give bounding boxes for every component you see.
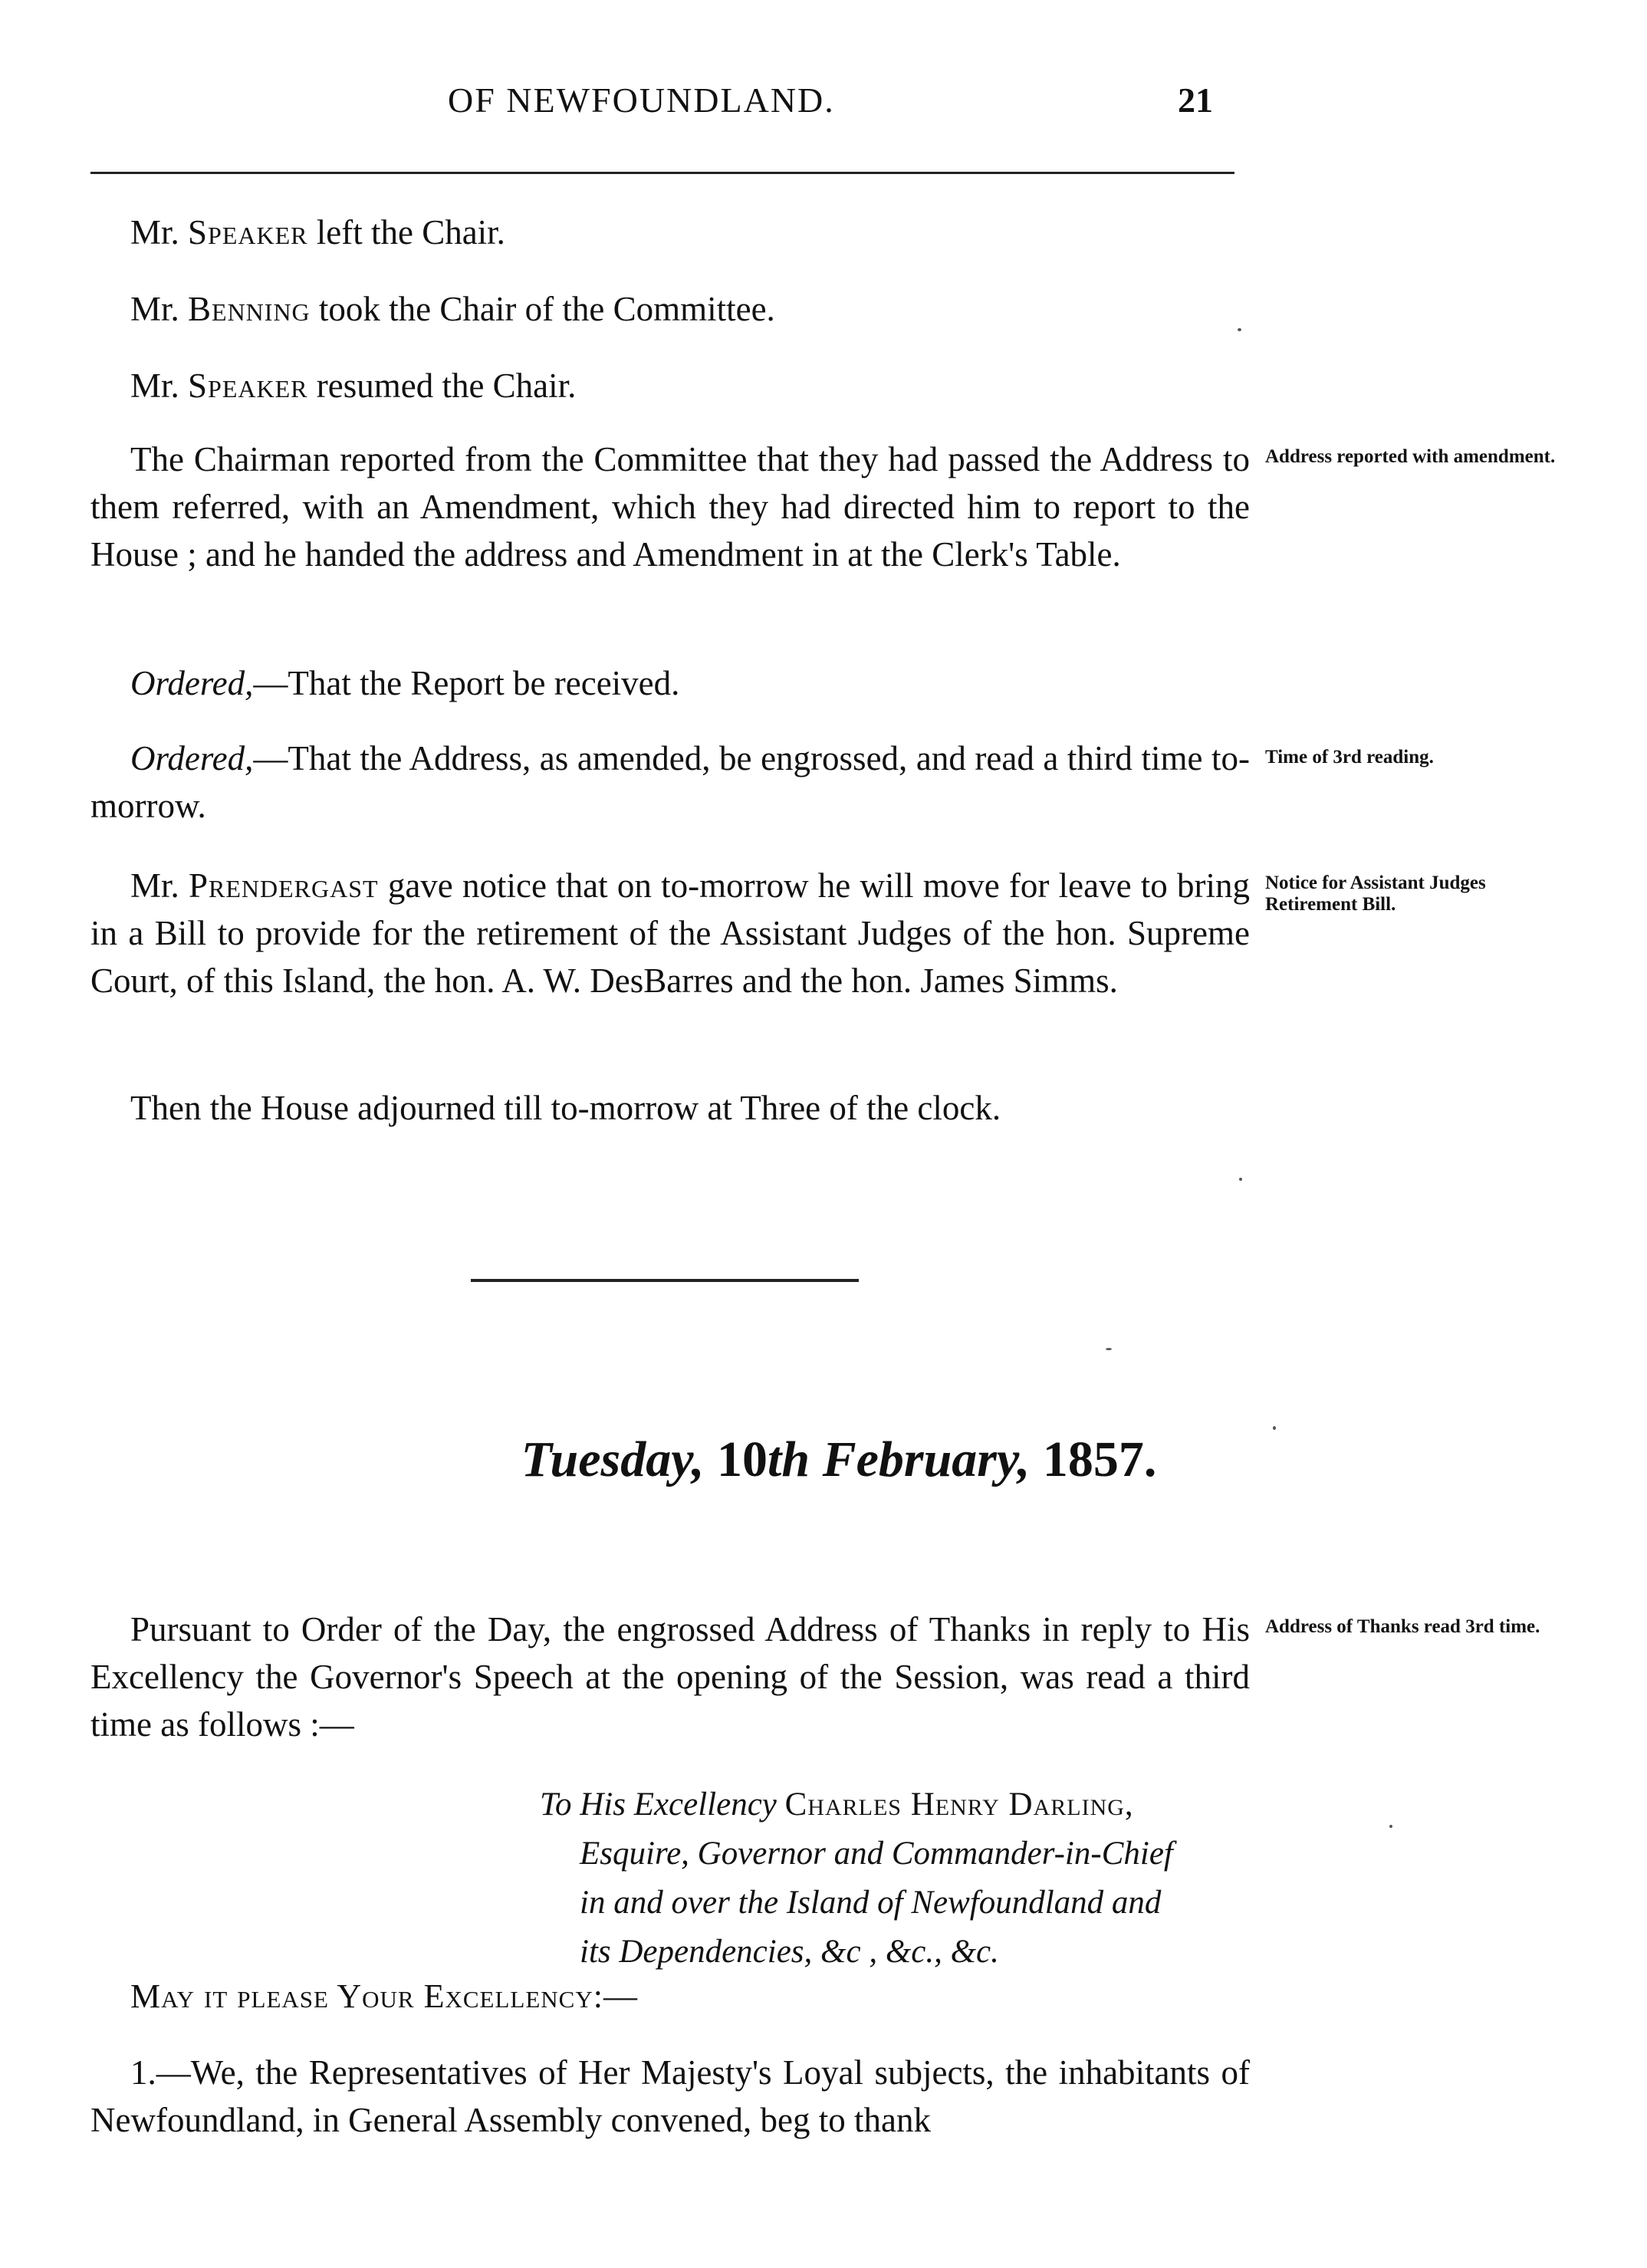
proceeding-prefix: Mr. <box>130 366 189 405</box>
proceeding-name: Benning <box>188 290 311 328</box>
address-addressee <box>540 1780 1250 1977</box>
margin-note-address-reported: Address reported with amendment. <box>1265 446 1556 467</box>
order-text: —That the Report be received. <box>253 664 680 702</box>
date-month: February, <box>822 1431 1031 1487</box>
salutation: May it please Your Excellency:— <box>130 1977 638 2015</box>
paragraph-number: 1. <box>130 2053 156 2092</box>
proceeding-text: left the Chair. <box>307 213 505 251</box>
date-heading <box>0 1431 1647 1489</box>
margin-note-third-reading: Time of 3rd reading. <box>1265 747 1434 768</box>
section-divider <box>471 1279 859 1282</box>
date-weekday: Tuesday, <box>521 1431 705 1487</box>
proceeding-prefix: Mr. <box>130 290 189 328</box>
adjournment-paragraph: Then the House adjourned till to-morrow at Three of the clock. <box>130 1089 1001 1127</box>
addressee-line-2: Esquire, Governor and Commander-in-Chief <box>580 1836 1173 1872</box>
proceeding-name: Speaker <box>188 213 308 251</box>
order-engrossed <box>90 735 1250 830</box>
addressee-line-4: its Dependencies, &c , &c., &c. <box>580 1934 999 1970</box>
proceeding-prefix: Mr. <box>130 213 189 251</box>
order-text: —That the Address, as amended, be engrossed, and read a third time to-morrow. <box>90 739 1250 825</box>
proceeding-speaker-left <box>90 209 1250 256</box>
paragraph-text: —We, the Representatives of Her Majesty's Loyal subjects, the inhabitants of Newfoundland, in General Assembly convened, beg to thank <box>90 2053 1250 2139</box>
date-suffix: th <box>768 1431 810 1487</box>
date-day: 10 <box>717 1431 768 1487</box>
date-year: 1857. <box>1042 1431 1157 1487</box>
header-rule <box>90 172 1234 174</box>
proceeding-text: resumed the Chair. <box>307 366 577 405</box>
page-number: 21 <box>1178 81 1213 120</box>
print-speck <box>1238 328 1241 331</box>
running-head: OF NEWFOUNDLAND. <box>448 81 835 120</box>
addressee-line-1 <box>540 1780 1250 1829</box>
address-paragraph-1 <box>90 2049 1250 2144</box>
order-label: Ordered, <box>130 664 254 702</box>
proceeding-name: Speaker <box>188 366 308 405</box>
third-reading-paragraph: Pursuant to Order of the Day, the engrossed Address of Thanks in reply to His Excellency the Governor's Speech at the opening of the Session, was read a third time as follows :— <box>90 1610 1250 1744</box>
print-speck <box>1239 1178 1242 1181</box>
notice-paragraph <box>90 862 1250 1004</box>
notice-text: gave notice that on to-morrow he will move for leave to bring in a Bill to provide for the retirement of the Assistant Judges of the hon. Supreme Court, of this Island, the hon. A. W. DesBarres and the hon. James Simms. <box>90 866 1251 1000</box>
addressee-name: Charles Henry Darling, <box>784 1786 1134 1823</box>
margin-note-retirement-bill: Notice for Assistant Judges Retirement Bill. <box>1265 873 1486 915</box>
notice-prefix: Mr. <box>130 866 189 905</box>
print-speck <box>1389 1825 1392 1828</box>
report-paragraph: The Chairman reported from the Committee that they had passed the Address to them referred, with an Amendment, which they had directed him to report to the House ; and he handed the address and Amendment in at the Clerk's Table. <box>90 440 1250 574</box>
order-report-received <box>90 659 1250 707</box>
proceeding-speaker-resumed <box>90 362 1250 409</box>
print-speck <box>1273 1426 1276 1430</box>
order-label: Ordered, <box>130 739 254 777</box>
print-speck <box>1106 1348 1112 1350</box>
margin-note-address-of-thanks: Address of Thanks read 3rd time. <box>1265 1616 1540 1637</box>
addressee-prefix: To His Excellency <box>540 1786 777 1823</box>
proceeding-benning-chair <box>90 285 1250 333</box>
addressee-line-3: in and over the Island of Newfoundland and <box>580 1885 1162 1921</box>
proceeding-text: took the Chair of the Committee. <box>310 290 775 328</box>
notice-name: Prendergast <box>189 866 379 905</box>
